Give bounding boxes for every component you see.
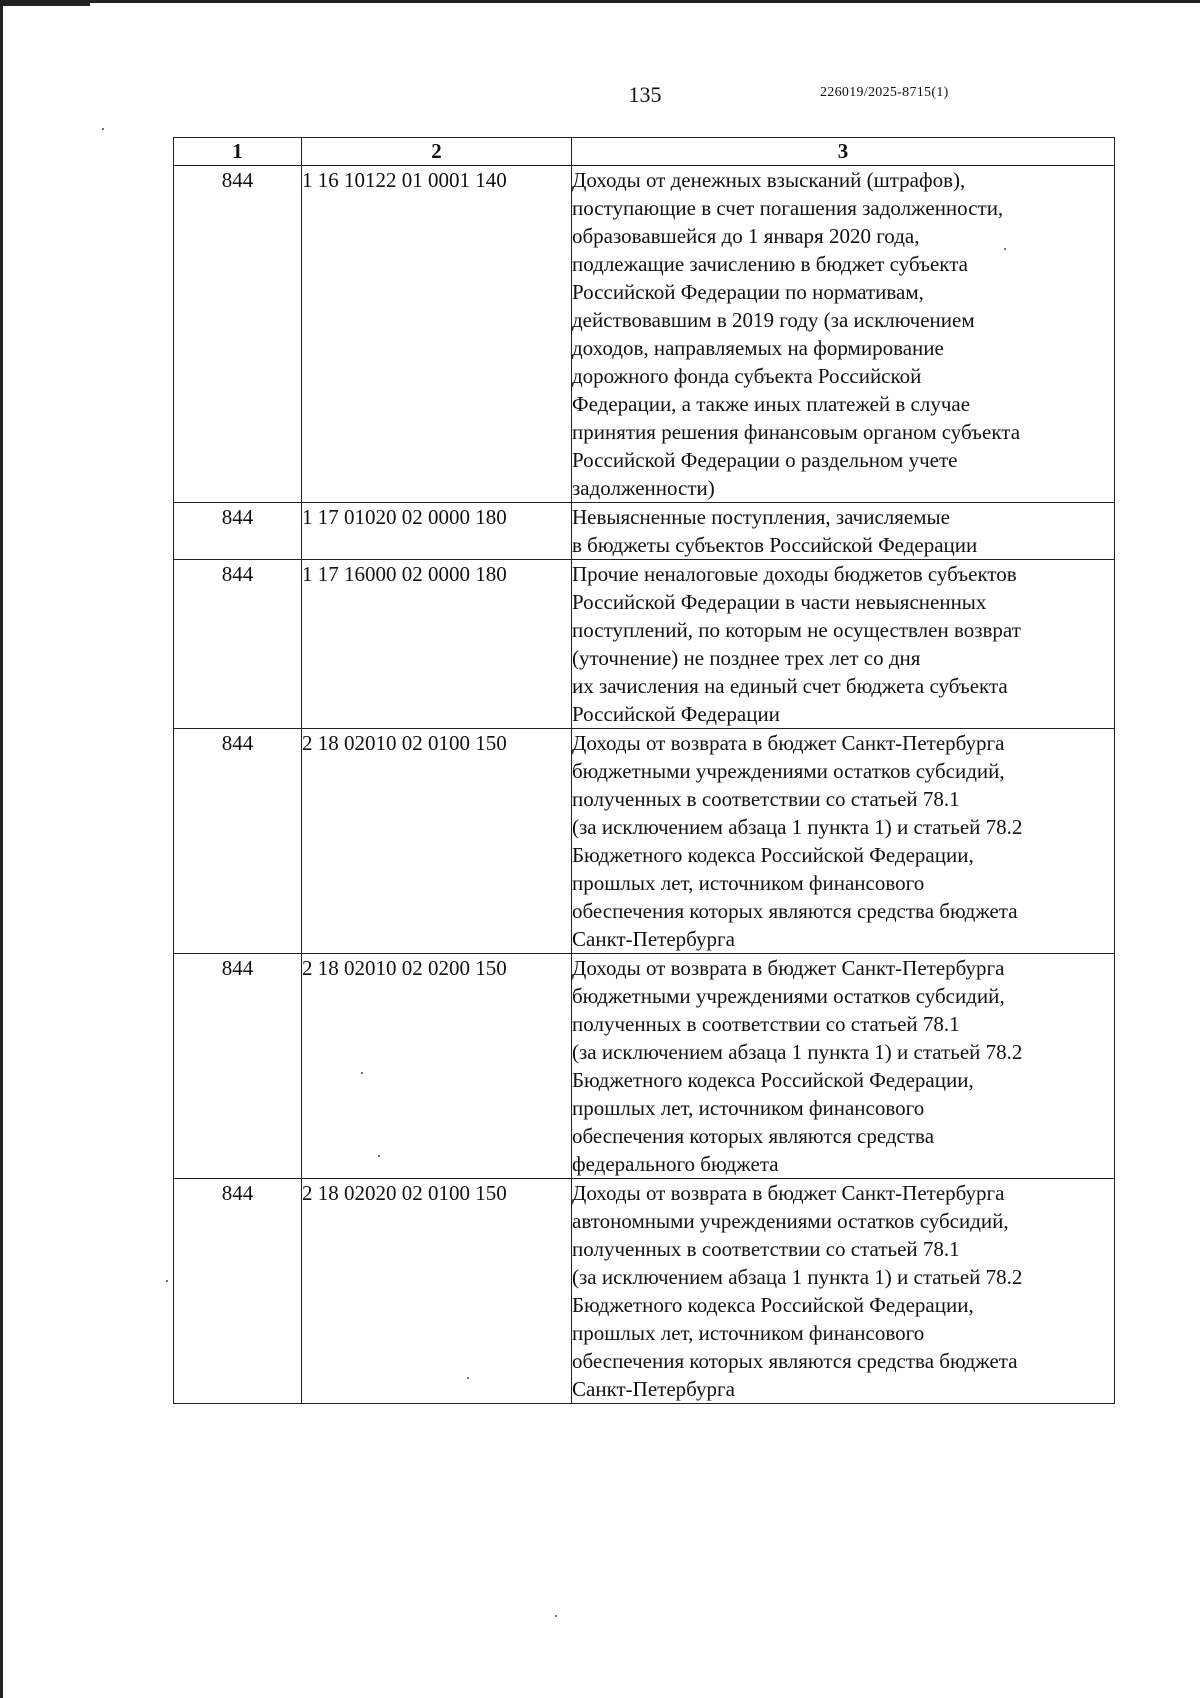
description-cell — [572, 503, 1115, 560]
admin-code-cell: 844 — [174, 954, 302, 1179]
scan-speck — [166, 1280, 168, 1282]
budget-code-cell: 1 17 01020 02 0000 180 — [302, 503, 572, 560]
budget-code-cell: 1 16 10122 01 0001 140 — [302, 166, 572, 503]
description-line: их зачисления на единый счет бюджета субъекта — [572, 674, 1008, 698]
description-cell — [572, 560, 1115, 729]
page-number: 135 — [628, 82, 662, 107]
table-row — [174, 503, 1115, 560]
description-line: Бюджетного кодекса Российской Федерации, — [572, 1068, 974, 1092]
column-header-3: 3 — [572, 138, 1115, 166]
description-line: Бюджетного кодекса Российской Федерации, — [572, 1293, 974, 1317]
scan-speck — [102, 128, 104, 130]
description-line: Российской Федерации о раздельном учете — [572, 448, 958, 472]
description-cell — [572, 166, 1115, 503]
description-line: задолженности) — [572, 476, 715, 500]
description-line: Российской Федерации — [572, 702, 780, 726]
description-line: полученных в соответствии со статьей 78.1 — [572, 1012, 960, 1036]
scan-speck — [378, 1155, 380, 1157]
description-line: Доходы от возврата в бюджет Санкт-Петербурга — [572, 956, 1005, 980]
description-line: обеспечения которых являются средства — [572, 1124, 935, 1148]
description-line: поступающие в счет погашения задолженности, — [572, 196, 1004, 220]
description-cell — [572, 729, 1115, 954]
description-line: автономными учреждениями остатков субсидий, — [572, 1209, 1009, 1233]
budget-code-cell: 2 18 02010 02 0100 150 — [302, 729, 572, 954]
budget-codes-table — [173, 137, 1115, 1404]
description-line: бюджетными учреждениями остатков субсидий, — [572, 759, 1005, 783]
description-line: федерального бюджета — [572, 1152, 779, 1176]
column-header-2: 2 — [302, 138, 572, 166]
scan-speck — [1004, 248, 1006, 250]
table-row — [174, 1179, 1115, 1404]
table-row — [174, 166, 1115, 503]
table-row — [174, 560, 1115, 729]
description-line: Прочие неналоговые доходы бюджетов субъектов — [572, 562, 1017, 586]
description-line: Бюджетного кодекса Российской Федерации, — [572, 843, 974, 867]
description-line: Федерации, а также иных платежей в случае — [572, 392, 971, 416]
budget-code-cell: 1 17 16000 02 0000 180 — [302, 560, 572, 729]
description-cell — [572, 1179, 1115, 1404]
description-line: обеспечения которых являются средства бюджета — [572, 899, 1018, 923]
budget-code-cell: 2 18 02020 02 0100 150 — [302, 1179, 572, 1404]
budget-code-cell: 2 18 02010 02 0200 150 — [302, 954, 572, 1179]
description-line: поступлений, по которым не осуществлен возврат — [572, 618, 1021, 642]
admin-code-cell: 844 — [174, 729, 302, 954]
description-line: дорожного фонда субъекта Российской — [572, 364, 922, 388]
scan-speck — [361, 1072, 363, 1074]
description-line: прошлых лет, источником финансового — [572, 1096, 925, 1120]
description-line: Российской Федерации по нормативам, — [572, 280, 924, 304]
description-line: полученных в соответствии со статьей 78.1 — [572, 1237, 960, 1261]
scan-corner-mark — [0, 0, 90, 6]
table-body — [174, 166, 1115, 1404]
description-line: Российской Федерации в части невыясненных — [572, 590, 987, 614]
description-line: обеспечения которых являются средства бюджета — [572, 1349, 1018, 1373]
description-line: принятия решения финансовым органом субъекта — [572, 420, 1021, 444]
description-line: образовавшейся до 1 января 2020 года, — [572, 224, 920, 248]
table-header-row — [174, 138, 1115, 166]
document-id: 226019/2025-8715(1) — [820, 85, 949, 100]
description-line: Доходы от возврата в бюджет Санкт-Петербурга — [572, 731, 1005, 755]
description-line: Санкт-Петербурга — [572, 1377, 735, 1401]
description-line: (за исключением абзаца 1 пункта 1) и статьей 78.2 — [572, 1265, 1023, 1289]
description-line: действовавшим в 2019 году (за исключением — [572, 308, 975, 332]
description-line: бюджетными учреждениями остатков субсидий, — [572, 984, 1005, 1008]
column-header-1: 1 — [174, 138, 302, 166]
description-line: (за исключением абзаца 1 пункта 1) и статьей 78.2 — [572, 815, 1023, 839]
description-line: Санкт-Петербурга — [572, 927, 735, 951]
admin-code-cell: 844 — [174, 166, 302, 503]
table-row — [174, 729, 1115, 954]
table-row — [174, 954, 1115, 1179]
description-line: доходов, направляемых на формирование — [572, 336, 944, 360]
scan-speck — [467, 1377, 469, 1379]
scan-speck — [555, 1615, 557, 1617]
description-line: Доходы от возврата в бюджет Санкт-Петербурга — [572, 1181, 1005, 1205]
description-line: (уточнение) не позднее трех лет со дня — [572, 646, 921, 670]
description-line: подлежащие зачислению в бюджет субъекта — [572, 252, 968, 276]
description-line: прошлых лет, источником финансового — [572, 871, 925, 895]
admin-code-cell: 844 — [174, 560, 302, 729]
description-line: Невыясненные поступления, зачисляемые — [572, 505, 950, 529]
description-cell — [572, 954, 1115, 1179]
description-line: в бюджеты субъектов Российской Федерации — [572, 533, 978, 557]
admin-code-cell: 844 — [174, 503, 302, 560]
description-line: прошлых лет, источником финансового — [572, 1321, 925, 1345]
description-line: полученных в соответствии со статьей 78.1 — [572, 787, 960, 811]
description-line: Доходы от денежных взысканий (штрафов), — [572, 168, 966, 192]
admin-code-cell: 844 — [174, 1179, 302, 1404]
description-line: (за исключением абзаца 1 пункта 1) и статьей 78.2 — [572, 1040, 1023, 1064]
